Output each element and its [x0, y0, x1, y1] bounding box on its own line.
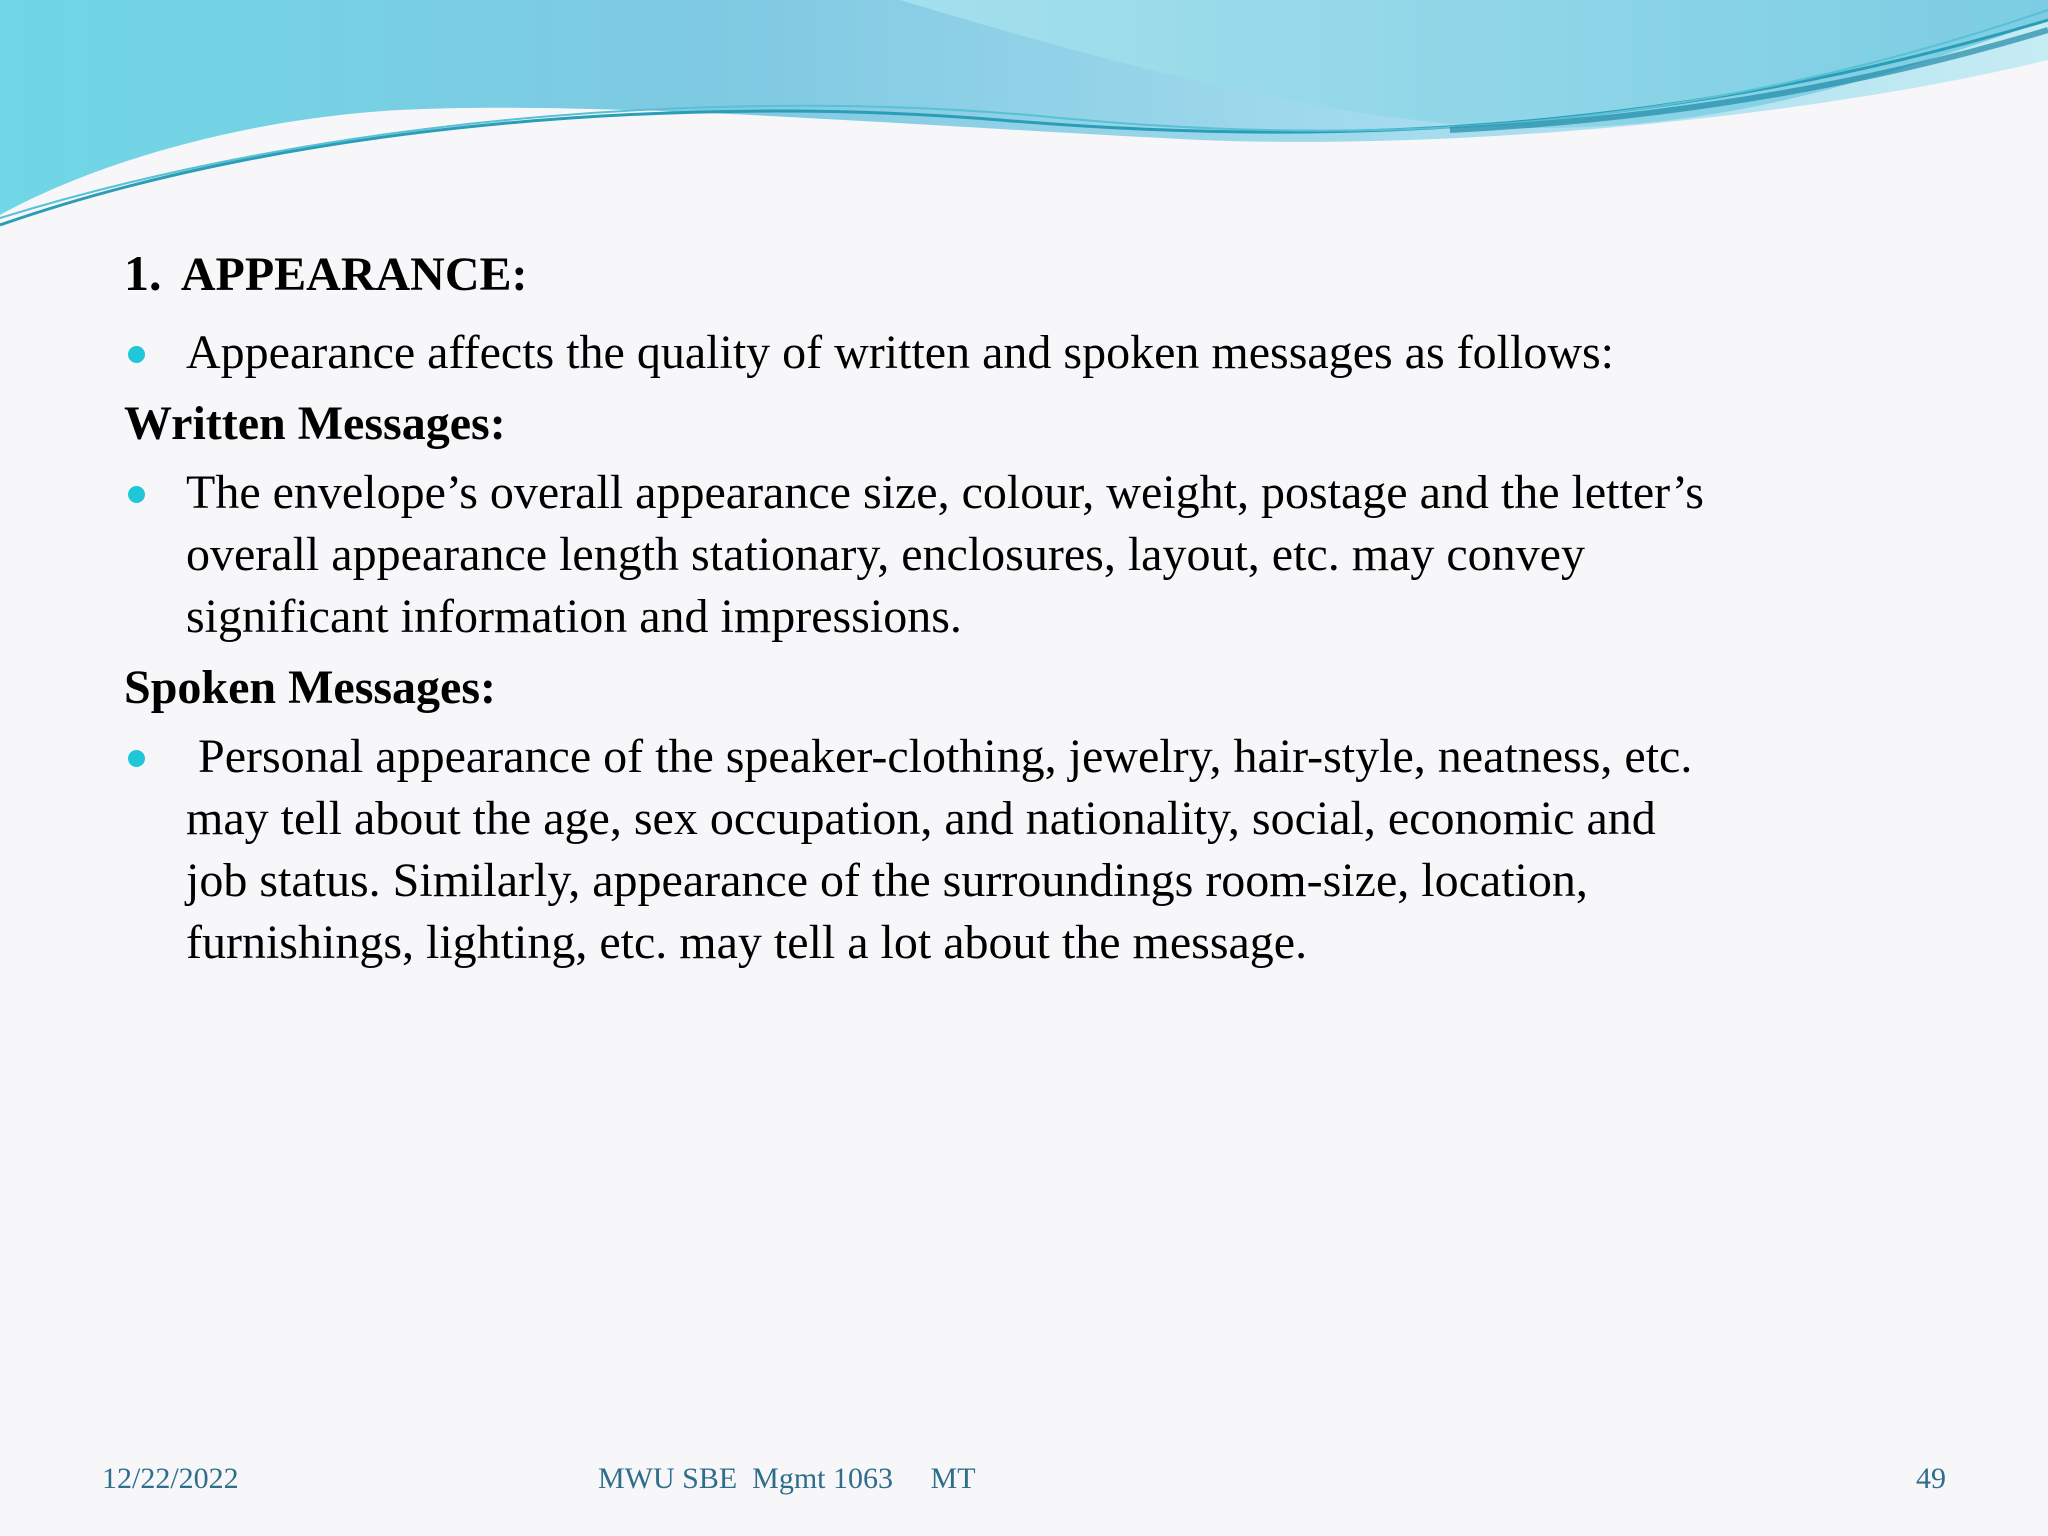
footer-page-number: 49 — [1916, 1462, 1946, 1495]
section-number: 1. — [124, 245, 162, 301]
bullet-line: may tell about the age, sex occupation, and nationality, social, economic and — [186, 792, 1656, 845]
section-heading — [124, 240, 1924, 308]
bullet-line: The envelope’s overall appearance size, colour, weight, postage and the letter’s — [186, 466, 1704, 519]
bullet-line: overall appearance length stationary, enclosures, layout, etc. may convey — [186, 528, 1585, 581]
bullet-line: job status. Similarly, appearance of the surroundings room-size, location, — [186, 854, 1588, 907]
spoken-messages-bullet — [124, 726, 1924, 974]
bullet-icon — [128, 750, 145, 767]
decorative-wave-header — [0, 0, 2048, 240]
bullet-line: Personal appearance of the speaker-clothing, jewelry, hair-style, neatness, etc. — [186, 730, 1693, 783]
spoken-messages-heading: Spoken Messages: — [124, 661, 497, 714]
bullet-icon — [128, 346, 145, 363]
section-title: APPEARANCE: — [180, 248, 528, 301]
slide-content — [124, 240, 1924, 974]
bullet-icon — [128, 486, 145, 503]
written-messages-heading: Written Messages: — [124, 397, 506, 450]
intro-bullet-text: Appearance affects the quality of written and spoken messages as follows: — [186, 326, 1614, 379]
written-messages-bullet — [124, 462, 1924, 648]
footer-date: 12/22/2022 — [102, 1462, 239, 1495]
bullet-line: significant information and impressions. — [186, 590, 962, 643]
bullet-line: furnishings, lighting, etc. may tell a lot about the message. — [186, 916, 1308, 969]
intro-bullet — [124, 322, 1924, 384]
footer-course: MWU SBE Mgmt 1063 MT — [598, 1462, 976, 1495]
